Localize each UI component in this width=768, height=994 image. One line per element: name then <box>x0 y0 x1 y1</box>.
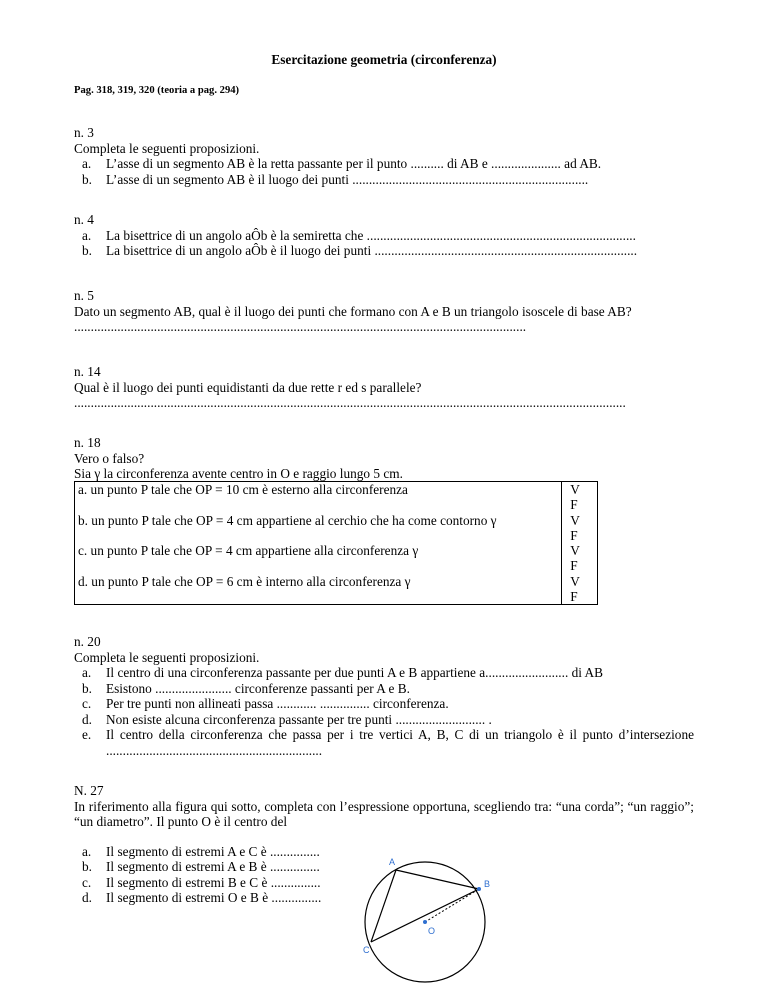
item-label: c. <box>82 696 92 711</box>
item-label: b. <box>82 859 92 874</box>
page-subtitle: Pag. 318, 319, 320 (teoria a pag. 294) <box>74 85 240 96</box>
item-text: Non esiste alcuna circonferenza passante per tre punti ........................... . <box>106 711 492 727</box>
list-item <box>74 172 694 188</box>
true-false-table <box>74 481 598 605</box>
exercise-n3 <box>74 125 694 187</box>
true-option[interactable]: V <box>562 482 598 498</box>
exercise-question: Qual è il luogo dei punti equidistanti da due rette r ed s parallele? <box>74 379 422 395</box>
label-b: B <box>484 879 491 889</box>
false-option[interactable]: F <box>562 589 598 605</box>
item-text: Il segmento di estremi O e B è ............... <box>106 890 322 905</box>
table-row <box>75 574 598 589</box>
exercise-intro: Sia γ la circonferenza avente centro in O e raggio lungo 5 cm. <box>74 466 403 481</box>
list-item <box>74 681 694 697</box>
table-row <box>75 543 598 558</box>
exercise-n20 <box>74 634 694 758</box>
item-text: Il centro della circonferenza che passa per i tre vertici A, B, C di un triangolo è il punto d’intersezione ................................................................. <box>106 727 694 758</box>
exercise-number: n. 18 <box>74 435 101 450</box>
statement-cell: c. un punto P tale che OP = 4 cm appartiene alla circonferenza γ <box>78 543 419 559</box>
exercise-n4 <box>74 212 694 259</box>
item-text: Esistono ....................... circonferenze passanti per A e B. <box>106 680 410 696</box>
exercise-number: N. 27 <box>74 783 104 798</box>
statement-cell: b. un punto P tale che OP = 4 cm appartiene al cerchio che ha come contorno γ <box>78 512 497 528</box>
exercise-number: n. 14 <box>74 364 101 379</box>
point-b-marker <box>477 887 481 891</box>
exercise-intro: Vero o falso? <box>74 450 145 466</box>
item-label: b. <box>82 243 92 258</box>
true-option[interactable]: V <box>562 574 598 589</box>
page-title: Esercitazione geometria (circonferenza) <box>271 52 497 67</box>
statement-cell: d. un punto P tale che OP = 6 cm è interno alla circonferenza γ <box>78 573 411 589</box>
item-label: b. <box>82 680 92 696</box>
item-text: La bisettrice di un angolo aÔb è la semiretta che ................................................................................. <box>106 227 636 243</box>
table-row <box>75 482 598 498</box>
false-option[interactable]: F <box>562 558 598 573</box>
item-label: a. <box>82 843 92 859</box>
exercise-n5 <box>74 288 694 335</box>
exercise-question: Dato un segmento AB, qual è il luogo dei punti che formano con A e B un triangolo isoscele di base AB? <box>74 303 632 319</box>
exercise-number: n. 3 <box>74 125 94 140</box>
list-item <box>74 712 694 728</box>
exercise-n18 <box>74 435 694 482</box>
item-label: d. <box>82 890 92 905</box>
exercise-number: n. 5 <box>74 288 94 303</box>
list-item <box>74 665 694 681</box>
item-text: Per tre punti non allineati passa ............ ............... circonferenza. <box>106 696 449 711</box>
true-option[interactable]: V <box>562 513 598 528</box>
item-label: d. <box>82 711 92 727</box>
item-label: b. <box>82 171 92 187</box>
false-option[interactable]: F <box>562 528 598 543</box>
exercise-intro: Completa le seguenti proposizioni. <box>74 140 260 156</box>
item-text: Il segmento di estremi A e B è ............... <box>106 859 320 874</box>
exercise-items <box>74 156 694 187</box>
circle-figure <box>345 858 505 994</box>
answer-line: ...................................................................................................................................................................... <box>74 395 626 410</box>
true-option[interactable]: V <box>562 543 598 558</box>
list-item <box>74 727 694 758</box>
exercise-number: n. 20 <box>74 634 101 649</box>
statement-cell: a. un punto P tale che OP = 10 cm è esterno alla circonferenza <box>78 482 408 497</box>
exercise-items <box>74 665 694 758</box>
item-label: a. <box>82 227 92 243</box>
item-text: Il segmento di estremi A e C è ............... <box>106 843 320 859</box>
item-label: c. <box>82 874 92 890</box>
item-text: Il segmento di estremi B e C è ............... <box>106 874 321 890</box>
false-option[interactable]: F <box>562 497 598 512</box>
exercise-intro: In riferimento alla figura qui sotto, completa con l’espressione opportuna, scegliendo tra: “una corda”; “un raggio”; “un diametro”. Il punto O è il centro del <box>74 798 694 829</box>
list-item <box>74 696 694 712</box>
center-point <box>423 920 427 924</box>
item-text: La bisettrice di un angolo aÔb è il luogo dei punti ............................................................................... <box>106 243 638 258</box>
item-text: L’asse di un segmento AB è la retta passante per il punto .......... di AB e ..................... ad AB. <box>106 156 602 171</box>
label-o: O <box>428 926 436 936</box>
list-item <box>74 156 694 172</box>
item-text: Il centro di una circonferenza passante per due punti A e B appartiene a......................... di AB <box>106 665 604 680</box>
exercise-n14 <box>74 364 694 411</box>
item-label: e. <box>82 727 92 742</box>
label-a: A <box>389 858 396 867</box>
item-label: a. <box>82 665 92 680</box>
item-text: L’asse di un segmento AB è il luogo dei punti ....................................................................... <box>106 171 589 187</box>
label-c: C <box>363 945 370 955</box>
exercise-items <box>74 228 694 259</box>
answer-line: ........................................................................................................................................ <box>74 319 527 334</box>
list-item <box>74 243 694 259</box>
table-row <box>75 513 598 528</box>
list-item <box>74 228 694 244</box>
segment-ob <box>425 889 479 922</box>
item-label: a. <box>82 156 92 171</box>
exercise-number: n. 4 <box>74 212 94 227</box>
exercise-intro: Completa le seguenti proposizioni. <box>74 649 260 665</box>
list-item <box>74 844 694 860</box>
